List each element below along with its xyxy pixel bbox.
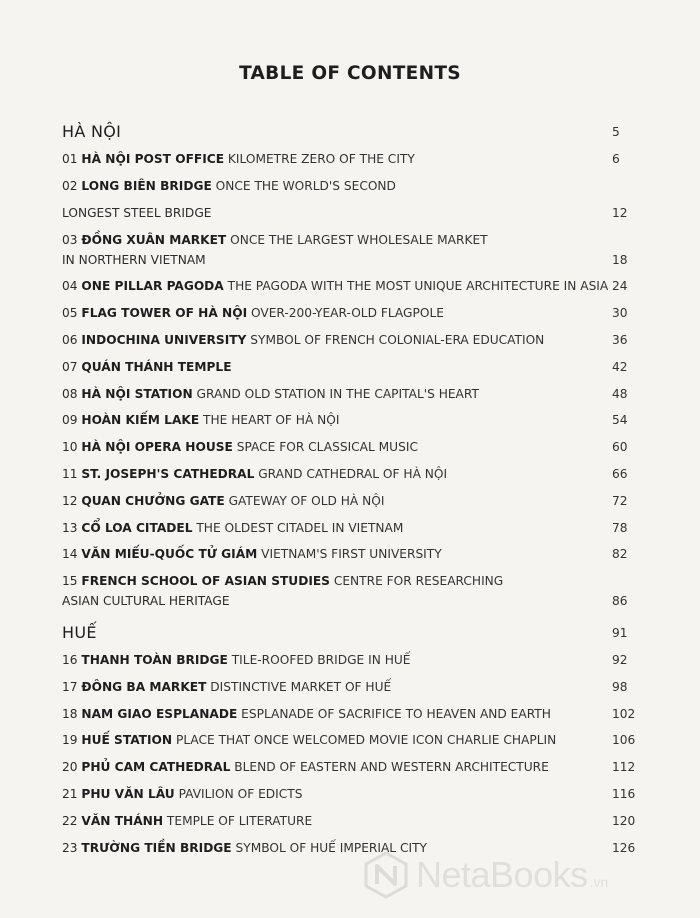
entry-description: BLEND OF EASTERN AND WESTERN ARCHITECTURE (234, 760, 549, 775)
entry-title: HÀ NỘI OPERA HOUSE (81, 440, 233, 455)
entry-title: QUÁN THÁNH TEMPLE (81, 359, 232, 374)
entry-number: 19 (62, 733, 78, 748)
toc-entry[interactable] (62, 178, 637, 194)
toc-entry[interactable] (62, 520, 637, 536)
entry-description: GRAND CATHEDRAL OF HÀ NỘI (258, 467, 448, 481)
toc-entry[interactable] (62, 732, 637, 748)
entry-number: 11 (62, 467, 78, 481)
entry-description: THE PAGODA WITH THE MOST UNIQUE ARCHITECTURE IN ASIA (227, 279, 609, 294)
toc-entry[interactable] (62, 546, 637, 562)
entry-number: 07 (62, 359, 78, 374)
entry-title: PHU VĂN LÂU (81, 787, 175, 801)
entry-number: 18 (62, 706, 78, 721)
entry-description: ONCE THE WORLD'S SECOND (215, 178, 396, 193)
entry-title: HÀ NỘI POST OFFICE (81, 152, 225, 166)
entry-description: CENTRE FOR RESEARCHING (333, 574, 504, 589)
entry-number: 17 (62, 679, 78, 694)
toc-entry[interactable] (62, 412, 637, 428)
toc-entry[interactable] (62, 652, 637, 668)
entry-description: PAVILION OF EDICTS (178, 787, 303, 801)
entry-description-continued: ASIAN CULTURAL HERITAGE (62, 594, 230, 609)
entry-description-continued: IN NORTHERN VIETNAM (62, 252, 206, 267)
watermark-suffix: .vn (589, 874, 609, 890)
entry-number: 10 (62, 440, 78, 455)
entry-number: 21 (62, 787, 78, 801)
toc-entry[interactable] (62, 813, 637, 829)
entry-title: ONE PILLAR PAGODA (81, 279, 224, 294)
entry-page-number: 120 (612, 813, 636, 828)
entry-title: ĐỒNG XUÂN MARKET (81, 232, 227, 247)
entry-description: DISTINCTIVE MARKET OF HUẾ (210, 679, 392, 694)
entry-number: 04 (62, 279, 78, 294)
entry-description: GRAND OLD STATION IN THE CAPITAL'S HEART (196, 386, 479, 401)
entry-title: ST. JOSEPH'S CATHEDRAL (81, 467, 255, 481)
entry-page-number: 30 (612, 306, 628, 321)
entry-title: CỔ LOA CITADEL (81, 520, 193, 535)
entry-description: VIETNAM'S FIRST UNIVERSITY (261, 547, 442, 562)
entry-page-number: 126 (612, 840, 636, 855)
entry-description: TEMPLE OF LITERATURE (166, 813, 313, 828)
toc-entry[interactable] (62, 151, 637, 167)
entry-title: HOÀN KIẾM LAKE (81, 413, 200, 428)
page-title: TABLE OF CONTENTS (239, 63, 461, 84)
toc-entry[interactable] (62, 305, 637, 321)
entry-page-number: 48 (612, 386, 628, 401)
entry-title: HUẾ STATION (81, 733, 173, 748)
entry-title: INDOCHINA UNIVERSITY (81, 333, 247, 347)
entry-number: 03 (62, 232, 78, 247)
entry-number: 01 (62, 152, 78, 166)
entry-description: GATEWAY OF OLD HÀ NỘI (228, 493, 385, 508)
entry-title: HÀ NỘI STATION (81, 386, 193, 401)
entry-description: PLACE THAT ONCE WELCOMED MOVIE ICON CHARLIE CHAPLIN (175, 733, 557, 748)
toc-entry[interactable] (62, 278, 637, 294)
entry-title: FRENCH SCHOOL OF ASIAN STUDIES (81, 574, 330, 589)
entry-page-number: 72 (612, 493, 628, 508)
toc-entry[interactable] (62, 679, 637, 695)
entry-page-number: 54 (612, 413, 628, 428)
entry-number: 02 (62, 178, 78, 193)
entry-number: 12 (62, 493, 78, 508)
entry-title: VĂN MIẾU-QUỐC TỬ GIÁM (81, 547, 258, 562)
toc-entry[interactable] (62, 573, 637, 589)
entry-number: 16 (62, 653, 78, 667)
entry-number: 09 (62, 413, 78, 428)
toc-entry[interactable] (62, 759, 637, 775)
entry-page-number: 66 (612, 467, 628, 481)
entry-number: 13 (62, 520, 78, 535)
entry-number: 08 (62, 386, 78, 401)
entry-number: 06 (62, 333, 78, 347)
entry-title: THANH TOÀN BRIDGE (81, 653, 228, 667)
entry-description: SYMBOL OF HUẾ IMPERIAL CITY (235, 840, 427, 855)
entry-description: ONCE THE LARGEST WHOLESALE MARKET (230, 232, 488, 247)
entry-title: FLAG TOWER OF HÀ NỘI (81, 306, 248, 321)
entry-title: NAM GIAO ESPLANADE (81, 706, 238, 721)
entry-description: TILE-ROOFED BRIDGE IN HUẾ (231, 653, 411, 667)
entry-page-number: 18 (612, 252, 628, 267)
entry-page-number: 78 (612, 520, 628, 535)
toc-entry[interactable] (62, 786, 637, 802)
entry-description: SPACE FOR CLASSICAL MUSIC (236, 440, 418, 455)
entry-description: SYMBOL OF FRENCH COLONIAL-ERA EDUCATION (250, 333, 545, 347)
entry-page-number: 102 (612, 706, 636, 721)
entry-page-number: 98 (612, 679, 628, 694)
entry-page-number: 60 (612, 440, 628, 455)
toc-entry[interactable] (62, 466, 637, 482)
entry-number: 23 (62, 840, 78, 855)
entry-page-number: 24 (612, 279, 628, 294)
entry-page-number: 86 (612, 594, 628, 609)
toc-entry[interactable] (62, 706, 637, 722)
entry-number: 15 (62, 574, 78, 589)
netabooks-logo-icon (362, 851, 410, 899)
toc-entry[interactable] (62, 439, 637, 455)
entry-page-number: 116 (612, 787, 636, 801)
section-page-number: 91 (612, 626, 628, 640)
entry-number: 22 (62, 813, 78, 828)
entry-page-number: 112 (612, 760, 636, 775)
entry-title: PHỦ CAM CATHEDRAL (81, 760, 231, 775)
entry-number: 20 (62, 760, 78, 775)
section-heading: HUẾ (62, 623, 97, 642)
section-page-number: 5 (612, 125, 620, 139)
watermark-brand: NetaBooks (416, 854, 588, 895)
entry-number: 14 (62, 547, 78, 562)
toc-entry[interactable] (62, 493, 637, 509)
entry-page-number: 6 (612, 152, 620, 166)
entry-title: VĂN THÁNH (81, 813, 164, 828)
entry-description: THE OLDEST CITADEL IN VIETNAM (196, 520, 404, 535)
entry-title: QUAN CHƯỞNG GATE (81, 493, 225, 508)
watermark (362, 851, 608, 899)
entry-number: 05 (62, 306, 78, 321)
entry-page-number: 106 (612, 733, 636, 748)
entry-page-number: 82 (612, 547, 628, 562)
entry-description: ESPLANADE OF SACRIFICE TO HEAVEN AND EARTH (241, 706, 551, 721)
toc-entry[interactable] (62, 332, 637, 348)
entry-title: ĐÔNG BA MARKET (81, 679, 207, 694)
entry-description: THE HEART OF HÀ NỘI (203, 413, 340, 428)
entry-description-continued: LONGEST STEEL BRIDGE (62, 205, 212, 220)
section-heading: HÀ NỘI (62, 122, 122, 141)
entry-description: OVER-200-YEAR-OLD FLAGPOLE (251, 306, 444, 321)
toc-entry[interactable] (62, 232, 637, 248)
entry-description: KILOMETRE ZERO OF THE CITY (227, 152, 415, 166)
entry-page-number: 92 (612, 653, 628, 667)
entry-page-number: 12 (612, 205, 628, 220)
entry-title: TRƯỜNG TIỀN BRIDGE (81, 840, 232, 855)
toc-entry[interactable] (62, 359, 637, 375)
entry-title: LONG BIÊN BRIDGE (81, 178, 212, 193)
entry-page-number: 42 (612, 359, 628, 374)
entry-page-number: 36 (612, 333, 628, 347)
toc-entry[interactable] (62, 386, 637, 402)
